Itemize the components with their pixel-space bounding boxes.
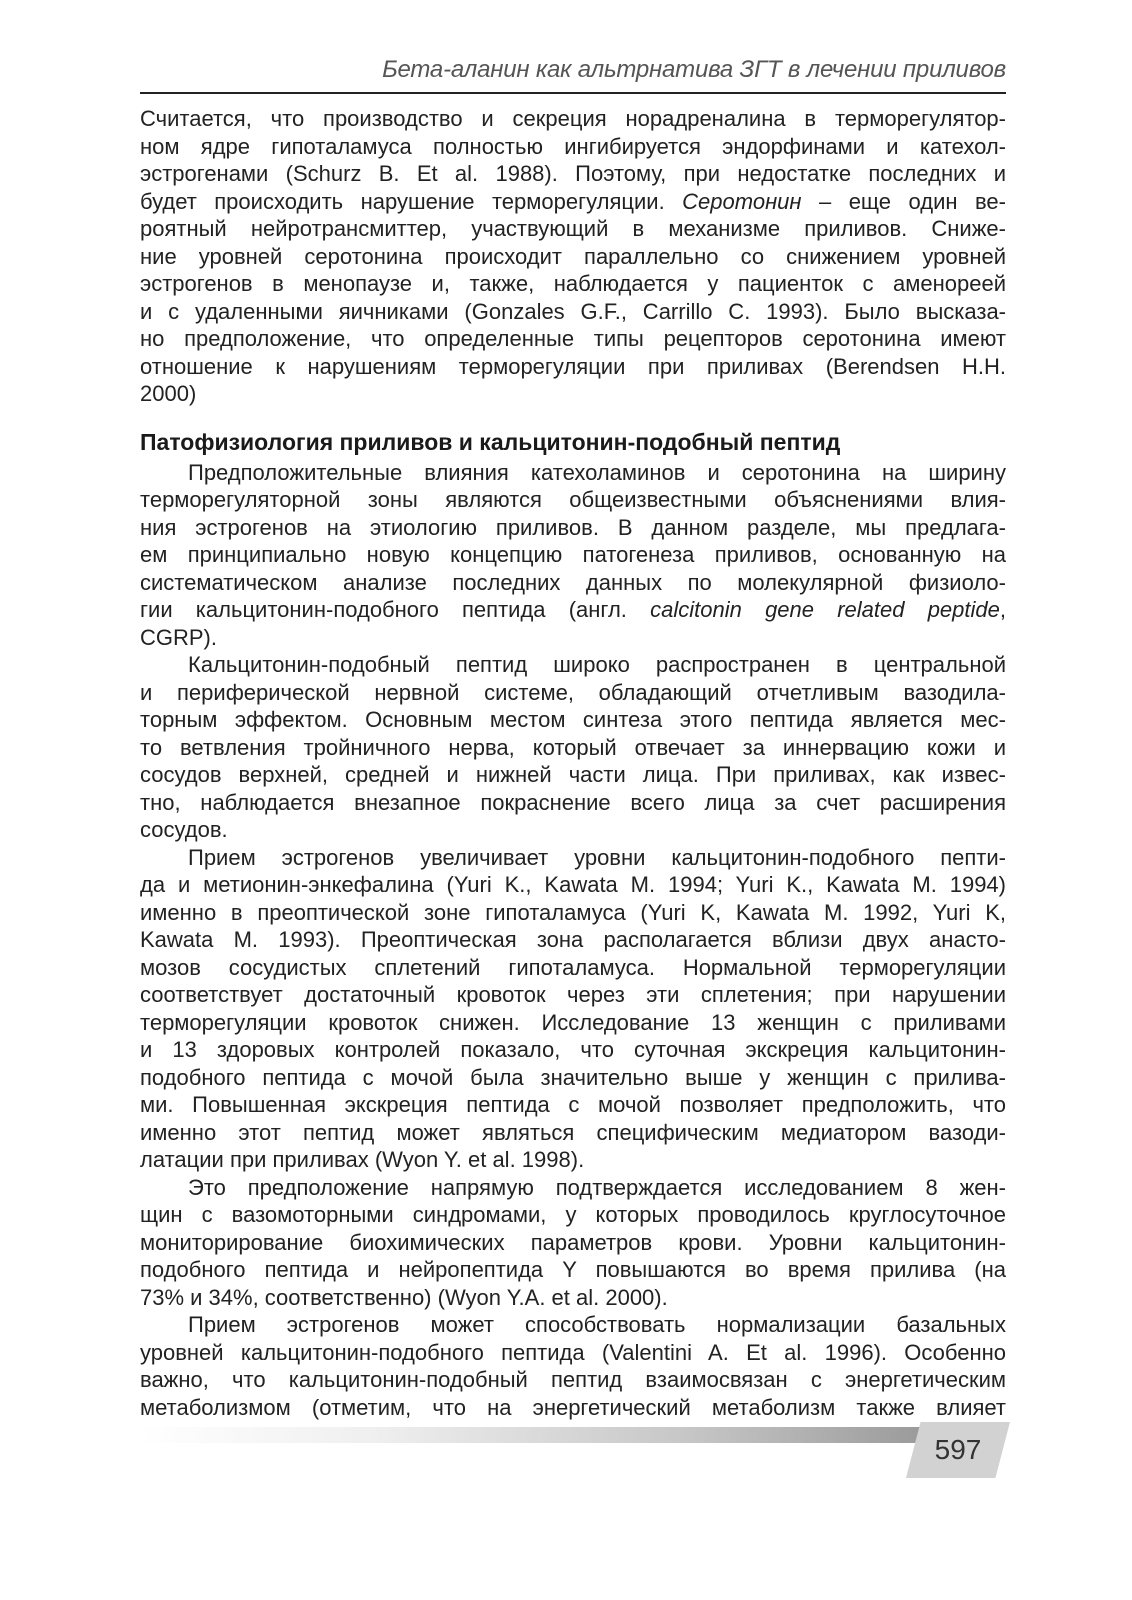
text-line: но предположение, что определенные типы рецепторов серотонина имеют bbox=[140, 326, 1006, 351]
paragraph-gap bbox=[140, 408, 1006, 425]
text-line: 2000) bbox=[140, 381, 197, 406]
text-fragment: , bbox=[999, 597, 1006, 622]
text-line: Kawata M. 1993). Преоптическая зона располагается вблизи двух анасто- bbox=[140, 927, 1006, 952]
text-line: систематическом анализе последних данных по молекулярной физиоло- bbox=[140, 569, 1006, 595]
page-body bbox=[140, 105, 1006, 1421]
text-line: соответствует достаточный кровоток через эти сплетения; при нарушении bbox=[140, 982, 1006, 1007]
text-line: и с удаленными яичниками (Gonzales G.F., Carrillo C. 1993). Было высказа- bbox=[140, 298, 1006, 324]
paragraph-2 bbox=[140, 459, 1006, 652]
text-line: Считается, что производство и секреция норадреналина в терморегулятор- bbox=[140, 106, 1006, 131]
text-line: именно этот пептид может являться специфическим медиатором вазоди- bbox=[140, 1119, 1006, 1145]
text-line: Кальцитонин-подобный пептид широко распространен в центральной bbox=[188, 652, 1006, 677]
text-line: эстрогенов в менопаузе и, также, наблюдается у пациенток с аменореей bbox=[140, 271, 1006, 296]
text-line: Это предположение напрямую подтверждается исследованием 8 жен- bbox=[188, 1174, 1006, 1200]
text-line: Предположительные влияния катехоламинов и серотонина на ширину bbox=[188, 459, 1006, 485]
text-line: ния эстрогенов на этиологию приливов. В данном разделе, мы предлага- bbox=[140, 514, 1006, 540]
text-line: именно в преоптической зоне гипоталамуса (Yuri K, Kawata M. 1992, Yuri K, bbox=[140, 899, 1006, 925]
text-line: подобного пептида с мочой была значительно выше у женщин с прилива- bbox=[140, 1064, 1006, 1090]
text-line: тно, наблюдается внезапное покраснение всего лица за счет расширения bbox=[140, 789, 1006, 815]
text-line: терморегуляции кровоток снижен. Исследование 13 женщин с приливами bbox=[140, 1009, 1006, 1035]
text-line: уровней кальцитонин-подобного пептида (Valentini A. Et al. 1996). Особенно bbox=[140, 1339, 1006, 1365]
paragraph-6 bbox=[140, 1311, 1006, 1421]
text-line: сосудов верхней, средней и нижней части лица. При приливах, как извес- bbox=[140, 762, 1006, 787]
text-fragment: будет происходить нарушение терморегуляции. bbox=[140, 188, 665, 214]
text-line: Прием эстрогенов может способствовать нормализации базальных bbox=[188, 1312, 1006, 1337]
text-line: подобного пептида и нейропептида Y повышаются во время прилива (на bbox=[140, 1257, 1006, 1282]
text-line: щин с вазомоторными синдромами, у которых проводилось круглосуточное bbox=[140, 1202, 1006, 1227]
text-line: торным эффектом. Основным местом синтеза этого пептида является мес- bbox=[140, 707, 1006, 732]
page-number: 597 bbox=[934, 1434, 982, 1465]
text-line: мониторирование биохимических параметров крови. Уровни кальцитонин- bbox=[140, 1229, 1006, 1255]
text-fragment: – еще один ве- bbox=[801, 188, 1006, 214]
text-line: мозов сосудистых сплетений гипоталамуса. Нормальной терморегуляции bbox=[140, 954, 1006, 980]
text-fragment: гии кальцитонин-подобного пептида (англ. bbox=[140, 597, 627, 622]
paragraph-4 bbox=[140, 844, 1006, 1174]
text-line: отношение к нарушениям терморегуляции при приливах (Berendsen H.H. bbox=[140, 353, 1006, 379]
footer-gradient-bar bbox=[140, 1427, 926, 1443]
text-line: Прием эстрогенов увеличивает уровни кальцитонин-подобного пепти- bbox=[188, 844, 1006, 870]
text-line: то ветвления тройничного нерва, который отвечает за иннервацию кожи и bbox=[140, 734, 1006, 760]
text-line: и периферической нервной системе, обладающий отчетливым вазодила- bbox=[140, 679, 1006, 705]
paragraph-5 bbox=[140, 1174, 1006, 1312]
text-line: латации при приливах (Wyon Y. et al. 1998). bbox=[140, 1147, 585, 1172]
text-line: и 13 здоровых контролей показало, что суточная экскреция кальцитонин- bbox=[140, 1037, 1006, 1062]
text-line bbox=[140, 596, 1006, 624]
text-line: сосудов. bbox=[140, 817, 228, 842]
text-line: метаболизмом (отметим, что на энергетический метаболизм также влияет bbox=[140, 1394, 1006, 1420]
text-line: ном ядре гипоталамуса полностью ингибируется эндорфинами и катехол- bbox=[140, 133, 1006, 159]
text-line: 73% и 34%, соответственно) (Wyon Y.A. et al. 2000). bbox=[140, 1284, 668, 1310]
text-line: важно, что кальцитонин-подобный пептид взаимосвязан с энергетическим bbox=[140, 1367, 1006, 1392]
text-line: да и метионин-энкефалина (Yuri K., Kawata M. 1994; Yuri K., Kawata M. 1994) bbox=[140, 872, 1006, 897]
running-header: Бета-аланин как альтрнатива ЗГТ в лечении приливов bbox=[382, 56, 1006, 83]
emphasis-serotonin: Серотонин bbox=[682, 188, 802, 214]
paragraph-3 bbox=[140, 651, 1006, 844]
text-line: роятный нейротрансмиттер, участвующий в механизме приливов. Сниже- bbox=[140, 216, 1006, 241]
paragraph-1 bbox=[140, 105, 1006, 408]
emphasis-cgrp-term: calcitonin gene related peptide bbox=[650, 597, 1000, 622]
text-line: эстрогенами (Schurz B. Et al. 1988). Поэтому, при недостатке последних и bbox=[140, 161, 1006, 186]
header-rule bbox=[140, 92, 1006, 94]
text-line bbox=[140, 188, 1006, 216]
text-line: терморегуляторной зоны являются общеизвестными объяснениями влия- bbox=[140, 487, 1006, 512]
text-line: ние уровней серотонина происходит параллельно со снижением уровней bbox=[140, 243, 1006, 269]
text-line: ем принципиально новую концепцию патогенеза приливов, основанную на bbox=[140, 542, 1006, 567]
text-line: ми. Повышенная экскреция пептида с мочой позволяет предположить, что bbox=[140, 1092, 1006, 1117]
text-line: CGRP). bbox=[140, 624, 217, 650]
section-heading: Патофизиология приливов и кальцитонин-подобный пептид bbox=[140, 428, 841, 455]
